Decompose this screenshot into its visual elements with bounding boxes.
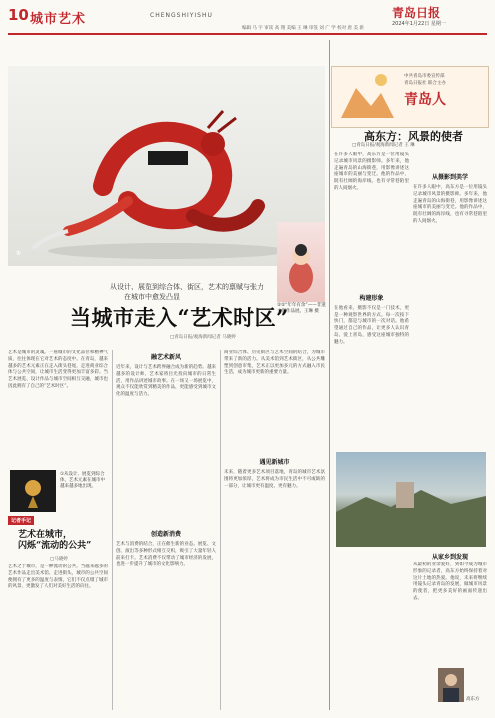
jewelry-image — [10, 470, 56, 512]
article-text-3a: 商业综合体、历史街区与艺术空间的结合，为城市带来了新的活力。从美术馆到艺术街区，从公共雕塑到创意市集，艺术正以更加多元的方式融入市民生活，成为城市更新的重要力量。 — [224, 350, 325, 376]
deck-line-2: 在城市中愈发凸显 — [124, 293, 180, 301]
column-banner — [331, 66, 489, 128]
sidebar-text-a: 在许多人眼中，高东方是一位用镜头记录城市风景的摄影师。多年来，他走遍青岛的山海街巷，用影像讲述这座城市的美丽与变迁。他的作品中，既有壮阔的海岸线，也有寻常巷陌里的人间烟火。 — [334, 152, 409, 191]
header-rule — [8, 33, 487, 35]
main-headline: 当城市走入“艺术时区” — [70, 305, 289, 330]
editor-credits: 编辑 马 宇 审读 高 翔 美编 王 琳 审签 刘 广 学 校对 唐 美 新 — [242, 26, 364, 31]
sidebar-column-1 — [334, 152, 409, 710]
banner-illustration — [336, 68, 396, 126]
sidebar-headline: 高东方：风景的使者 — [364, 130, 463, 143]
secondary-photo — [277, 222, 325, 302]
notebook-headline-1: 艺术在城市， — [18, 530, 73, 540]
section-pinyin: CHENGSHIYISHU — [150, 12, 213, 19]
sidebar-subheading-b: 构建形象 — [359, 294, 384, 302]
article-text-2b: 艺术与消费的结合，正在催生新的业态。展览、文创、演出等多种形式相互交织，吸引了大量年轻人前来打卡。艺术消费不仅带动了城市经济的发展，也进一步提升了城市的文化影响力。 — [116, 541, 216, 568]
notebook-text: 艺术之于城市，是一种流动的公共。当越来越多的艺术作品走出美术馆、走进街头，城市的公共空间便拥有了更多的温度与表情。它们不仅点缀了城市的风景，更激发了人们对美好生活的向往。 — [8, 564, 108, 590]
photo-number: ① — [16, 250, 22, 257]
page-number: 10 — [8, 6, 29, 24]
masthead-logo: 青岛日报 — [392, 6, 441, 20]
main-byline: □青岛日报/观海新闻记者 马晓婷 — [170, 335, 236, 340]
issue-date: 2024年1月22日 星期一 — [392, 21, 446, 27]
portrait-caption: 高东方 — [466, 697, 480, 702]
page-header — [0, 0, 495, 34]
section-title: 城市艺术 — [30, 12, 87, 27]
deck-line-1: 从设计、展览到综合体、街区，艺术的禀赋与张力 — [110, 283, 264, 291]
intro-column: 艺术是城市的灵魂。一座城市的文化品位和精神气质，往往体现在它对艺术的态度中。在青岛，越来越多的艺术元素正在走入街头巷尾，走进商业综合体与公共空间，让城市生活变得更加丰富多彩。当艺术展览、设计作品与城市空间相互交融，城市也因此拥有了自己的“艺术时区”。 — [8, 350, 108, 389]
notebook-headline-2: 闪烁“流动的公共” — [18, 541, 92, 551]
sidebar-divider — [329, 40, 330, 710]
clay-figure-image — [277, 222, 325, 302]
story-deck — [110, 282, 264, 302]
portrait-image — [438, 668, 464, 702]
banner-organizer: 中共青岛市委宣传部 — [404, 74, 445, 79]
column-divider — [220, 350, 221, 710]
article-column-3 — [224, 350, 325, 710]
sidebar-byline: □青岛日报/观海新闻记者 王 琳 — [352, 143, 415, 148]
sidebar-subheading-c: 从家乡到发现 — [431, 554, 468, 561]
landscape-image — [336, 452, 486, 547]
sidebar-text-c: 从最初的业余爱好，到如今成为城市形象的记录者，高东方始终保持着对这片土地的热爱。他说，未来将继续用镜头记录青岛的发展，做城市风景的使者，把更多美好的画面传递出去。 — [413, 562, 487, 601]
article-text-2a: 近年来，设计与艺术跨界融合成为新的趋势。越来越多的设计师、艺术家将目光投向城市的日常生活，用作品讲述城市故事。在一场又一场展览中，观众不仅能欣赏到精美的作品，更能感受到城市文化的温度与活力。 — [116, 365, 216, 398]
sidebar-text-b: 在他看来，摄影不仅是一门技术，更是一种观察世界的方式。每一次按下快门，都是与城市的一次对话。他希望通过自己的作品，让更多人认识青岛、爱上青岛，感受这座城市独特的魅力。 — [334, 305, 409, 345]
notebook-byline: □马晓婷 — [50, 557, 68, 562]
column-divider — [112, 350, 113, 710]
article-column-2 — [116, 350, 216, 710]
sidebar-column-2 — [413, 152, 487, 452]
portrait-photo — [438, 668, 464, 702]
sidebar-text-a2: 在许多人眼中，高东方是一位用镜头记录城市风景的摄影师。多年来，他走遍青岛的山海街巷，用影像讲述这座城市的美丽与变迁。他的作品中，既有壮阔的海岸线，也有寻常巷陌里的人间烟火。 — [413, 185, 487, 224]
jewelry-photo — [10, 470, 56, 512]
subheading-3: 创造新消费 — [150, 530, 181, 538]
jewelry-caption: ①从设计、展览到综合体，艺术元素在城市中越来越多地出现。 — [60, 472, 105, 489]
banner-organizer-2: 青岛日报社 联合主办 — [404, 81, 446, 86]
banner-column-name: 青岛人 — [404, 92, 446, 108]
notebook-label: 记者手记 — [8, 516, 34, 525]
subheading-1: 融艺术新风 — [150, 354, 181, 361]
secondary-photo-caption: ②②“年年有余”——非遗文创作品展。王琳 摄 — [277, 303, 326, 314]
landscape-photo — [336, 452, 486, 547]
subheading-2: 遇见新城市 — [259, 459, 290, 467]
notebook-headline — [18, 530, 91, 552]
article-text-3b: 未来，随着更多艺术项目落地，青岛的城市艺术氛围将更加浓厚，艺术将成为市民生活中不可或缺的一部分，让城市更有温度、更有魅力。 — [224, 470, 325, 489]
sidebar-subheading-a: 从摄影到美学 — [431, 174, 468, 181]
